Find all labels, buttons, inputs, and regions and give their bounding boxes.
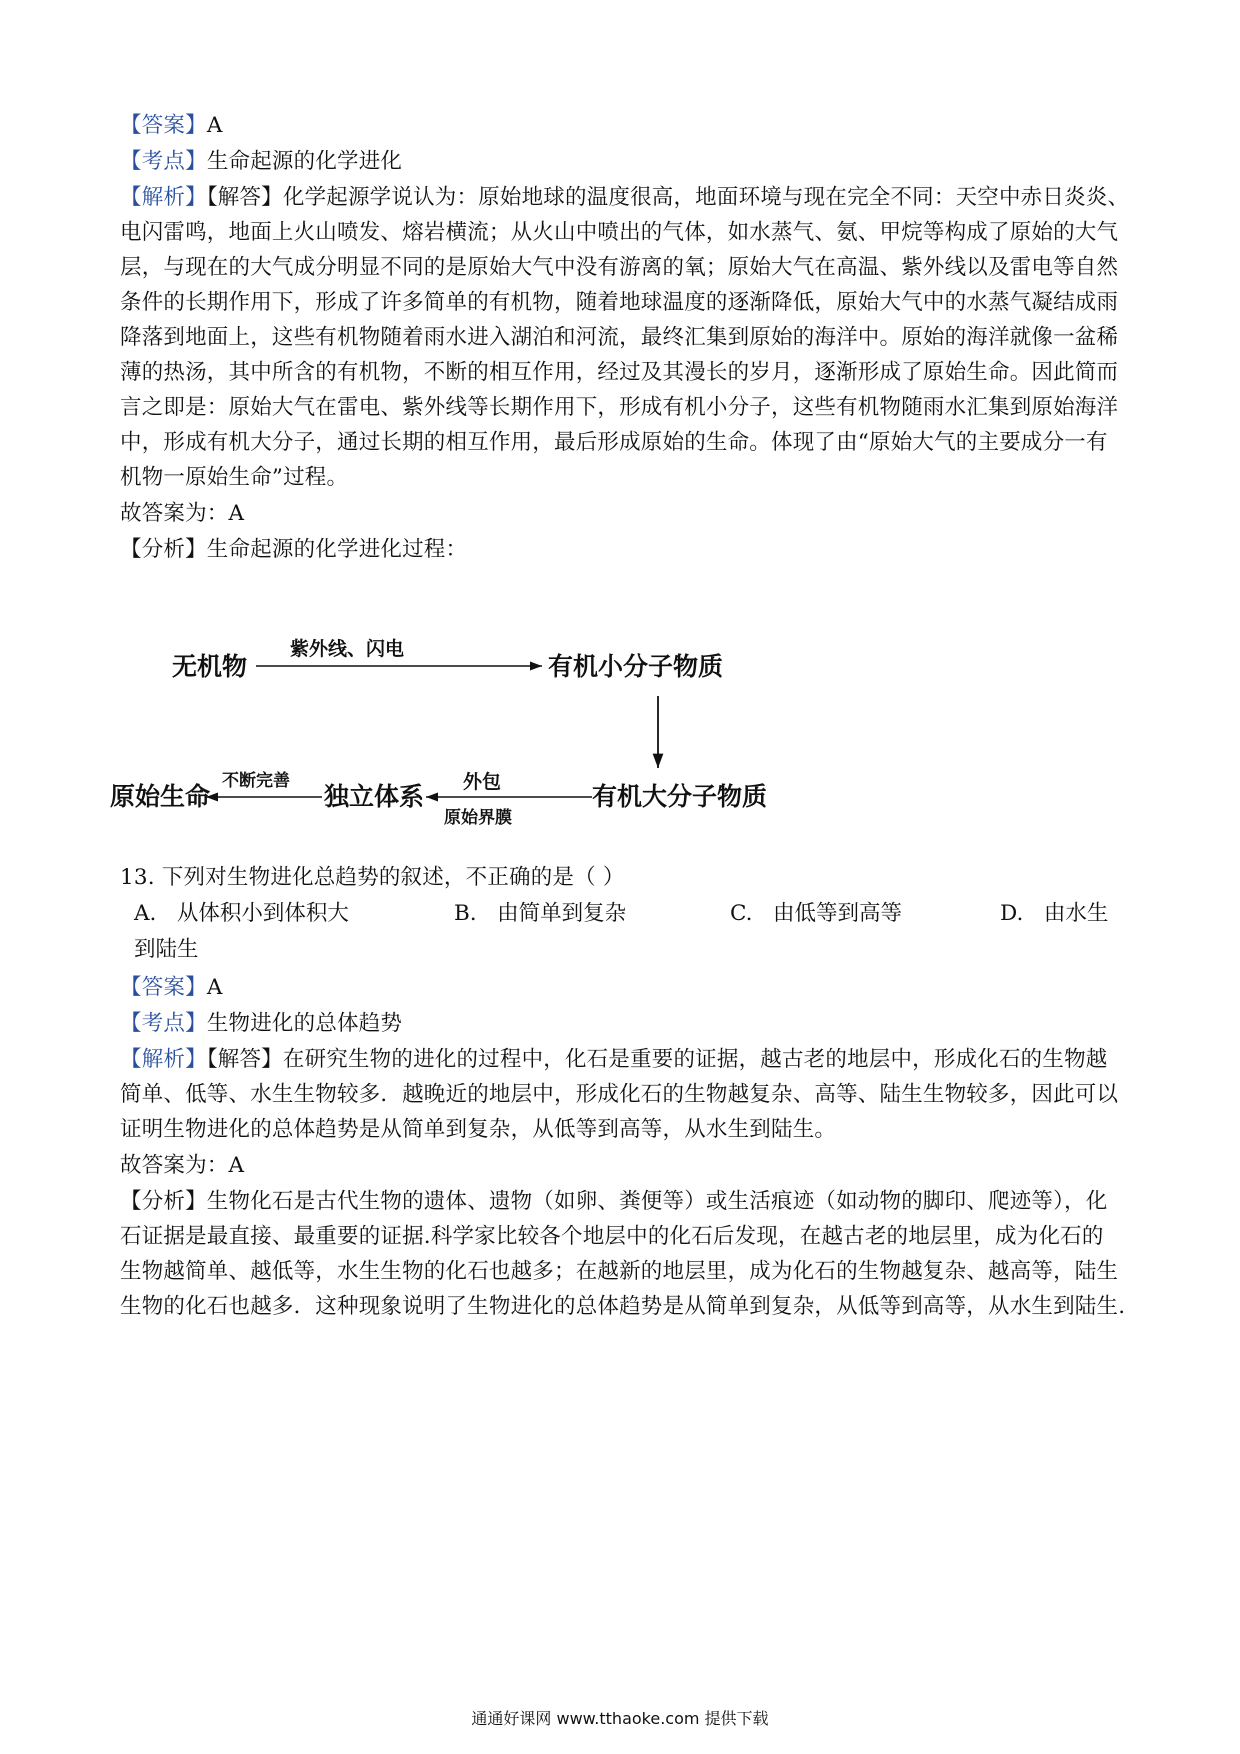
answer-value: A [206, 113, 223, 138]
answer-tag: 【答案】 [120, 975, 207, 1000]
question-13-stem: 13. 下列对生物进化总趋势的叙述，不正确的是（ ） [120, 865, 625, 890]
option-d: D. 由水生 [1000, 901, 1109, 926]
analysis-line-2-0 [120, 1046, 1130, 1074]
label-continuous-improve: 不断完善 [222, 771, 290, 791]
analysis-tag: 【解析】 [120, 185, 207, 210]
analysis-line-1-1: 电闪雷鸣，地面上火山喷发、熔岩横流；从火山中喷出的气体，如水蒸气、氨、甲烷等构成了原始的大气 [120, 220, 1119, 245]
final-answer-1: 故答案为：A [120, 501, 245, 526]
point-line-1 [120, 148, 1130, 176]
answer-line-2 [120, 974, 1130, 1002]
fenxi-line-1: 【分析】生命起源的化学进化过程： [120, 537, 468, 562]
node-inorganic: 无机物 [172, 652, 248, 681]
analysis-line-1-7: 中，形成有机大分子，通过长期的相互作用，最后形成原始的生命。体现了由“原始大气的主要成分一有 [120, 430, 1108, 455]
analysis-line-1-8: 机物一原始生命”过程。 [120, 465, 349, 490]
option-b: B. 由简单到复杂 [454, 901, 627, 926]
analysis-line-1-5: 薄的热汤，其中所含的有机物，不断的相互作用，经过及其漫长的岁月，逐渐形成了原始生命。因此简而 [120, 360, 1119, 385]
option-a: A. 从体积小到体积大 [134, 901, 349, 926]
node-large-organic: 有机大分子物质 [592, 782, 768, 811]
analysis-line-1-2: 层，与现在的大气成分明显不同的是原始大气中没有游离的氧；原始大气在高温、紫外线以及雷电等自然 [120, 255, 1119, 280]
analysis-tag: 【解析】 [120, 1047, 207, 1072]
option-c: C. 由低等到高等 [730, 901, 903, 926]
analysis-line-2-2: 证明生物进化的总体趋势是从简单到复杂，从低等到高等，从水生到陆生。 [120, 1117, 837, 1142]
analysis-text: 【解答】在研究生物的进化的过程中，化石是重要的证据，越古老的地层中，形成化石的生物越 [206, 1047, 1108, 1072]
option-d-continuation: 到陆生 [134, 937, 199, 962]
point-line-2 [120, 1010, 1130, 1038]
fenxi-line-2-1: 石证据是最直接、最重要的证据.科学家比较各个地层中的化石后发现，在越古老的地层里，成为化石的 [120, 1224, 1104, 1249]
answer-tag: 【答案】 [120, 113, 207, 138]
analysis-line-1-4: 降落到地面上，这些有机物随着雨水进入湖泊和河流，最终汇集到原始的海洋中。原始的海洋就像一盆稀 [120, 325, 1119, 350]
fenxi-line-2-0: 【分析】生物化石是古代生物的遗体、遗物（如卵、粪便等）或生活痕迹（如动物的脚印、爬迹等），化 [120, 1189, 1108, 1214]
node-primitive-life: 原始生命 [110, 782, 211, 811]
label-primitive-membrane: 原始界膜 [444, 808, 512, 828]
evolution-flow-diagram [110, 620, 790, 850]
page-footer: 通通好课网 www.tthaoke.com 提供下载 [471, 1709, 769, 1728]
answer-line-1 [120, 112, 1130, 140]
final-answer-2: 故答案为：A [120, 1153, 245, 1178]
analysis-line-1-6: 言之即是：原始大气在雷电、紫外线等长期作用下，形成有机小分子，这些有机物随雨水汇集到原始海洋 [120, 395, 1119, 420]
analysis-text: 【解答】化学起源学说认为：原始地球的温度很高，地面环境与现在完全不同：天空中赤日炎炎、 [206, 185, 1130, 210]
analysis-line-2-1: 简单、低等、水生生物较多．越晚近的地层中，形成化石的生物越复杂、高等、陆生生物较多，因此可以 [120, 1082, 1119, 1107]
node-small-organic: 有机小分子物质 [548, 652, 724, 681]
fenxi-line-2-3: 生物的化石也越多．这种现象说明了生物进化的总体趋势是从简单到复杂，从低等到高等，从水生到陆生. [120, 1294, 1126, 1319]
answer-value: A [206, 975, 223, 1000]
analysis-line-1-0 [120, 184, 1130, 212]
point-value: 生物进化的总体趋势 [206, 1011, 403, 1036]
label-uv-lightning: 紫外线、闪电 [290, 638, 405, 660]
point-tag: 【考点】 [120, 1011, 207, 1036]
point-tag: 【考点】 [120, 149, 207, 174]
label-wrap: 外包 [463, 771, 502, 793]
point-value: 生命起源的化学进化 [206, 149, 403, 174]
node-independent-system: 独立体系 [324, 782, 425, 811]
fenxi-line-2-2: 生物越简单、越低等，水生生物的化石也越多；在越新的地层里，成为化石的生物越复杂、越高等，陆生 [120, 1259, 1119, 1284]
analysis-line-1-3: 条件的长期作用下，形成了许多简单的有机物，随着地球温度的逐渐降低，原始大气中的水蒸气凝结成雨 [120, 290, 1119, 315]
